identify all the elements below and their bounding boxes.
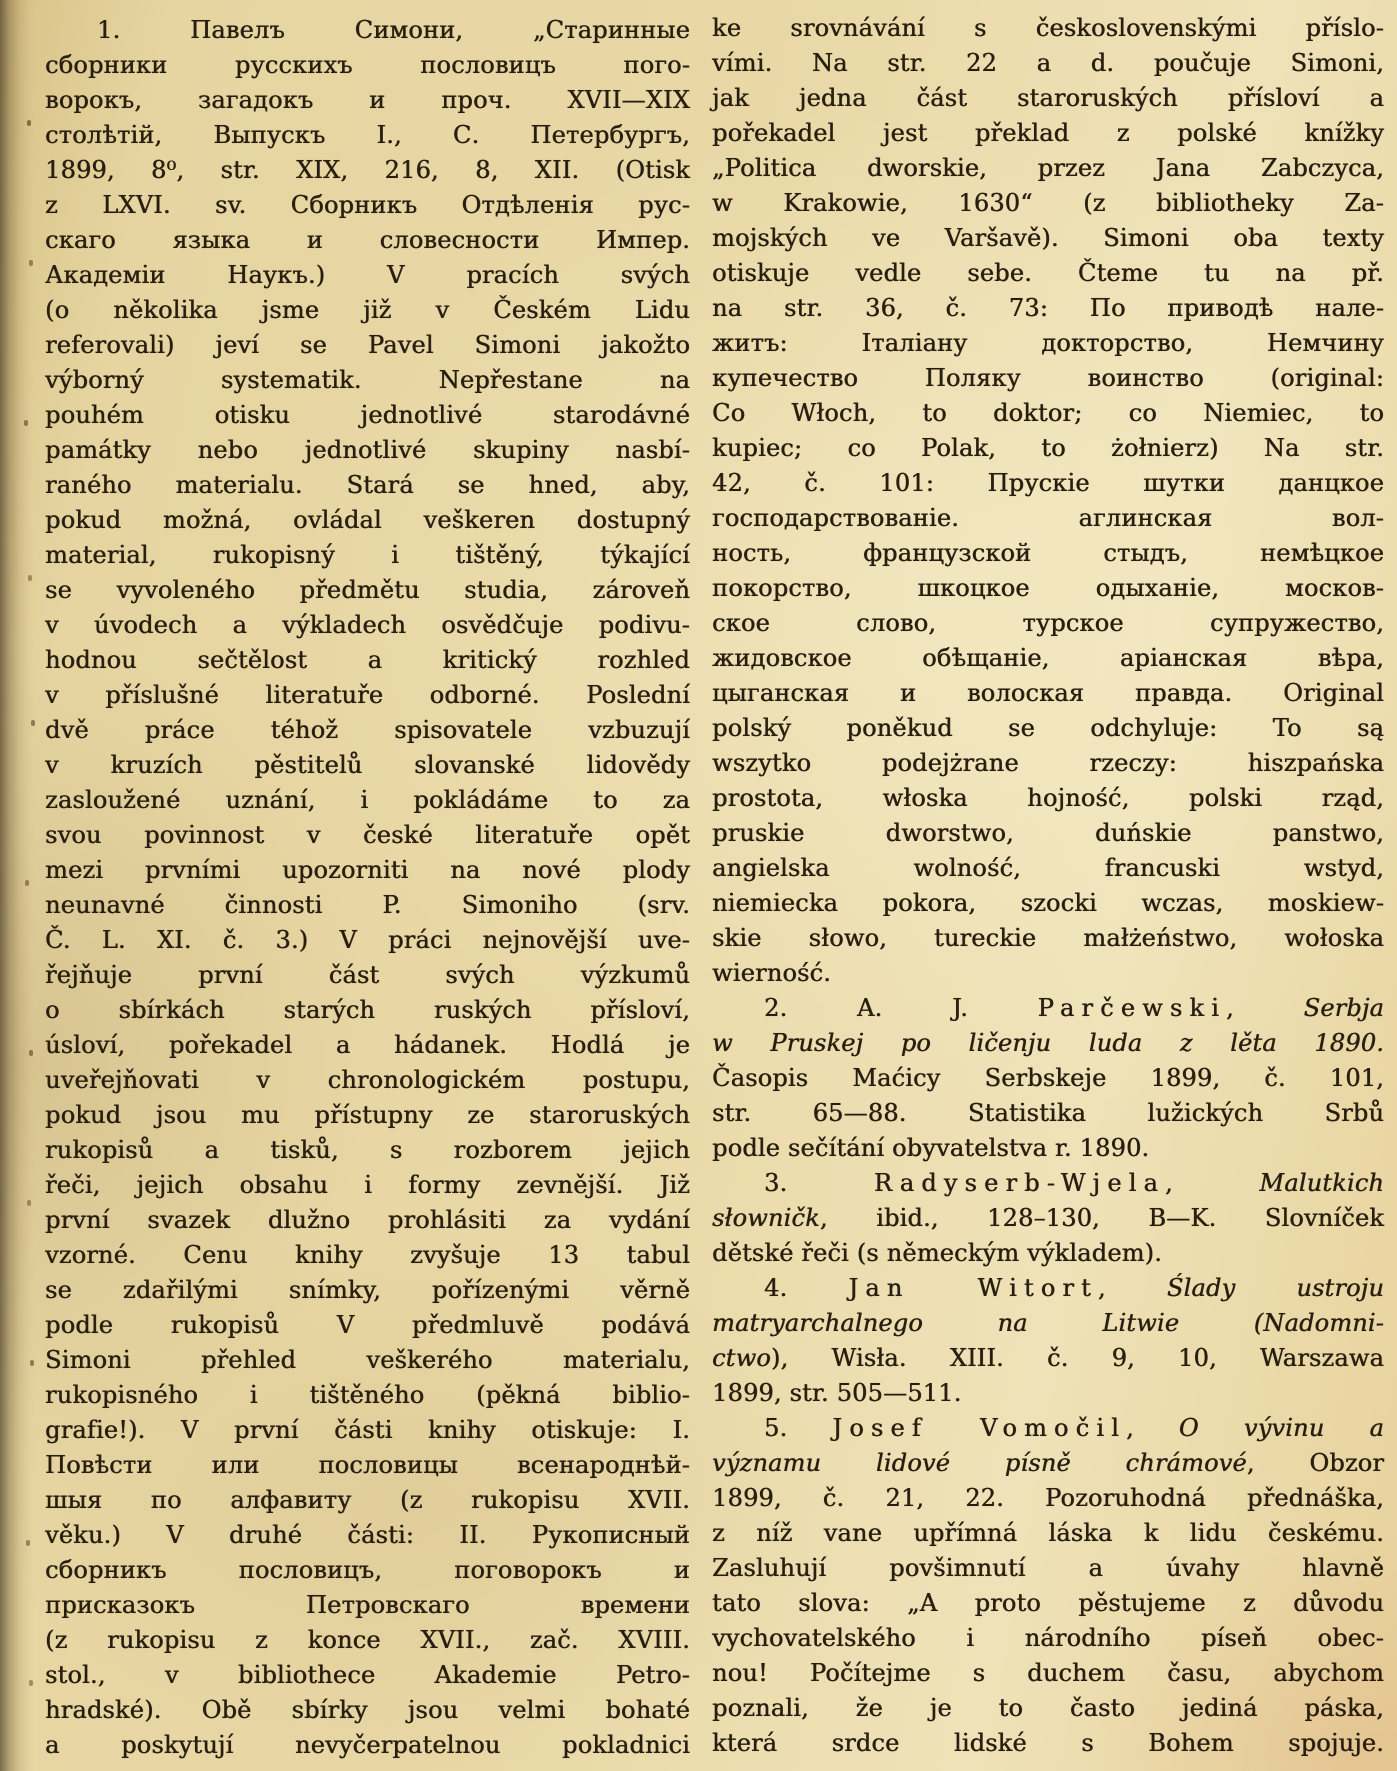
text-line xyxy=(712,396,1384,431)
text-line xyxy=(45,888,690,923)
text-line xyxy=(712,11,1384,46)
text-line xyxy=(45,923,690,958)
text-segment: se zdařilými snímky, pořízenými věrně xyxy=(45,1276,690,1304)
text-line xyxy=(712,151,1384,186)
text-line xyxy=(45,1308,690,1343)
text-line xyxy=(45,1063,690,1098)
text-segment: 2. A. J. xyxy=(764,994,1038,1022)
text-segment: svou povinnost v české literatuře opět xyxy=(45,821,690,849)
text-segment: 42, č. 101: Прускіе шутки данцкое xyxy=(712,469,1384,497)
text-segment: pokud jsou mu přístupny ze staroruských xyxy=(45,1101,690,1129)
text-segment: O vývinu a xyxy=(1178,1414,1384,1442)
text-line xyxy=(712,1166,1384,1201)
text-segment: житъ: Італіану докторство, Немчину xyxy=(712,329,1384,357)
text-segment: na str. 36, č. 73: По приводѣ нале- xyxy=(712,294,1384,322)
text-line xyxy=(712,1236,1384,1271)
text-line xyxy=(45,1133,690,1168)
text-segment: słowničk xyxy=(712,1204,820,1232)
text-line xyxy=(45,573,690,608)
text-line xyxy=(712,1341,1384,1376)
text-line xyxy=(45,503,690,538)
text-line xyxy=(712,256,1384,291)
text-segment: zasloužené uznání, i pokládáme to za xyxy=(45,786,690,814)
text-segment: pruskie dworstwo, duńskie panstwo, xyxy=(712,819,1384,847)
text-segment: Co Włoch, to doktor; co Niemiec, to xyxy=(712,399,1384,427)
text-segment: скаго языка и словесности Импер. xyxy=(45,226,690,254)
text-segment: 3. xyxy=(764,1169,874,1197)
text-segment: hodnou sečtělost a kritický rozhled xyxy=(45,646,690,674)
text-segment: купечество Поляку воинство (original: xyxy=(712,364,1384,392)
text-segment: str. 65—88. Statistika lužických Srbů xyxy=(712,1099,1384,1127)
text-line xyxy=(45,118,690,153)
text-segment: matryarchalnego na Litwie (Nadomni- xyxy=(712,1309,1384,1337)
text-line xyxy=(712,1656,1384,1691)
text-line xyxy=(712,711,1384,746)
text-segment: Повѣсти или пословицы всенароднѣй- xyxy=(45,1451,690,1479)
text-segment: , xyxy=(1165,1169,1260,1197)
text-segment: pouhém otisku jednotlivé starodávné xyxy=(45,401,690,429)
text-line xyxy=(712,571,1384,606)
left-column xyxy=(45,13,690,1763)
text-segment: stol., v bibliothece Akademie Petro- xyxy=(45,1661,690,1689)
text-line xyxy=(712,1726,1384,1761)
text-segment: Zasluhují povšimnutí a úvahy hlavně xyxy=(712,1554,1384,1582)
text-line xyxy=(712,1026,1384,1061)
text-line xyxy=(712,186,1384,221)
text-line xyxy=(45,1273,690,1308)
text-line xyxy=(712,1306,1384,1341)
text-segment: Č. L. XI. č. 3.) V práci nejnovější uve- xyxy=(45,926,690,954)
text-segment: podle rukopisů V předmluvě podává xyxy=(45,1311,690,1339)
text-line xyxy=(712,501,1384,536)
text-line xyxy=(712,991,1384,1026)
text-line xyxy=(45,1658,690,1693)
text-line xyxy=(712,1481,1384,1516)
text-segment: „Politica dworskie, przez Jana Zabczyca, xyxy=(712,154,1384,182)
text-line xyxy=(45,993,690,1028)
text-line xyxy=(712,1551,1384,1586)
text-segment: nou! Počítejme s duchem času, abychom xyxy=(712,1659,1384,1687)
text-segment: 1899, str. 505—511. xyxy=(712,1379,962,1407)
text-line xyxy=(45,1588,690,1623)
text-line xyxy=(45,223,690,258)
text-line xyxy=(45,13,690,48)
text-segment: otiskuje vedle sebe. Čteme tu na př. xyxy=(712,259,1384,287)
text-line xyxy=(712,1271,1384,1306)
text-segment: Parčewski xyxy=(1037,994,1226,1022)
text-line xyxy=(45,678,690,713)
text-line xyxy=(45,1448,690,1483)
text-segment: Simoni přehled veškerého materialu, xyxy=(45,1346,690,1374)
text-segment: podle sečítání obyvatelstva r. 1890. xyxy=(712,1134,1150,1162)
text-segment: uveřejňovati v chronologickém postupu, xyxy=(45,1066,690,1094)
text-line xyxy=(712,956,1384,991)
text-segment: Radyserb-Wjela xyxy=(873,1169,1165,1197)
text-segment: Časopis Maćicy Serbskeje 1899, č. 101, xyxy=(712,1064,1384,1092)
text-line xyxy=(45,1518,690,1553)
scan-noise-specks xyxy=(27,120,31,126)
text-line xyxy=(712,361,1384,396)
text-segment: hradské). Obě sbírky jsou velmi bohaté xyxy=(45,1696,690,1724)
text-segment: жидовское обѣщаніе, аріанская вѣра, xyxy=(712,644,1384,672)
text-segment: věku.) V druhé části: II. Рукописный xyxy=(45,1521,690,1549)
text-segment: ворокъ, загадокъ и проч. XVII—XIX xyxy=(45,86,690,114)
text-line xyxy=(712,886,1384,921)
text-segment: (z rukopisu z konce XVII., zač. XVIII. xyxy=(45,1626,690,1654)
text-line xyxy=(45,783,690,818)
text-line xyxy=(45,748,690,783)
text-line xyxy=(45,1238,690,1273)
text-segment: významu lidové písně chrámové xyxy=(712,1449,1247,1477)
text-line xyxy=(712,676,1384,711)
text-segment: wierność. xyxy=(712,959,831,987)
text-line xyxy=(45,958,690,993)
text-line xyxy=(712,1446,1384,1481)
text-line xyxy=(45,1623,690,1658)
text-segment: , ibid., 128–130, B—K. Slovníček xyxy=(819,1204,1384,1232)
text-segment: Академіи Наукъ.) V pracích svých xyxy=(45,261,690,289)
text-segment: raného materialu. Stará se hned, aby, xyxy=(45,471,690,499)
text-segment: ), Wisła. XIII. č. 9, 10, Warszawa xyxy=(770,1344,1384,1372)
text-line xyxy=(45,853,690,888)
text-line xyxy=(712,221,1384,256)
text-line xyxy=(712,1096,1384,1131)
text-line xyxy=(45,1728,690,1763)
text-segment: vími. Na str. 22 a d. poučuje Simoni, xyxy=(712,49,1384,77)
text-line xyxy=(45,1343,690,1378)
text-segment: vychovatelského i národního píseň obec- xyxy=(712,1624,1384,1652)
text-line xyxy=(712,1411,1384,1446)
text-segment: ность, французской стыдъ, немѣцкое xyxy=(712,539,1384,567)
text-line xyxy=(45,1553,690,1588)
text-line xyxy=(712,1061,1384,1096)
text-segment: kupiec; co Polak, to żołnierz) Na str. xyxy=(712,434,1384,462)
text-line xyxy=(45,468,690,503)
text-line xyxy=(45,153,690,188)
text-segment: výborný systematik. Nepřestane na xyxy=(45,366,690,394)
text-segment: rukopisů a tisků, s rozborem jejich xyxy=(45,1136,690,1164)
text-segment: ke srovnávání s československými příslo- xyxy=(712,14,1384,42)
text-segment: dvě práce téhož spisovatele vzbuzují xyxy=(45,716,690,744)
text-segment: , xyxy=(1097,1274,1167,1302)
text-segment: покорство, шкоцкое одыханіе, москов- xyxy=(712,574,1384,602)
text-segment: a poskytují nevyčerpatelnou pokladnici xyxy=(45,1731,690,1759)
text-segment: vzorné. Cenu knihy zvyšuje 13 tabul xyxy=(45,1241,690,1269)
text-segment: Jan Witort xyxy=(848,1274,1098,1302)
text-segment: v příslušné literatuře odborné. Poslední xyxy=(45,681,690,709)
text-line xyxy=(712,291,1384,326)
text-line xyxy=(712,746,1384,781)
text-segment: prostota, włoska hojność, polski rząd, xyxy=(712,784,1384,812)
text-line xyxy=(712,431,1384,466)
text-line xyxy=(712,1621,1384,1656)
text-line xyxy=(712,1586,1384,1621)
text-segment: řejňuje první část svých výzkumů xyxy=(45,961,690,989)
text-segment: присказокъ Петровскаго времени xyxy=(45,1591,690,1619)
text-segment: rukopisného i tištěného (pěkná biblio- xyxy=(45,1381,690,1409)
text-line xyxy=(712,606,1384,641)
text-segment: 1. Павелъ Симони, „Старинные xyxy=(97,16,690,44)
text-segment: z níž vane upřímná láska k lidu českému. xyxy=(712,1519,1384,1547)
text-segment: , Obzor xyxy=(1246,1449,1384,1477)
text-line xyxy=(712,781,1384,816)
text-segment: referovali) jeví se Pavel Simoni jakožto xyxy=(45,331,690,359)
text-line xyxy=(45,1483,690,1518)
text-line xyxy=(45,538,690,573)
text-segment: , xyxy=(1226,994,1304,1022)
text-line xyxy=(712,816,1384,851)
text-line xyxy=(45,1168,690,1203)
text-segment: jak jedna část staroruských přísloví a xyxy=(712,84,1384,112)
text-line xyxy=(712,81,1384,116)
text-segment: v kruzích pěstitelů slovanské lidovědy xyxy=(45,751,690,779)
text-segment: mojských ve Varšavě). Simoni oba texty xyxy=(712,224,1384,252)
text-segment: neunavné činnosti P. Simoniho (srv. xyxy=(45,891,690,919)
text-segment: se vyvoleného předmětu studia, zároveň xyxy=(45,576,690,604)
text-segment: pořekadel jest překlad z polské knížky xyxy=(712,119,1384,147)
right-column xyxy=(712,11,1384,1761)
text-segment: 4. xyxy=(764,1274,849,1302)
text-segment: господарствованіе. аглинская вол- xyxy=(712,504,1384,532)
text-segment: Ślady ustroju xyxy=(1166,1274,1384,1302)
text-line xyxy=(712,1201,1384,1236)
text-segment: polský poněkud se odchyluje: To są xyxy=(712,714,1384,742)
text-line xyxy=(712,921,1384,956)
text-segment: pokud možná, ovládal veškeren dostupný xyxy=(45,506,690,534)
text-line xyxy=(45,363,690,398)
text-line xyxy=(45,188,690,223)
text-segment: сборники русскихъ пословицъ пого- xyxy=(45,51,690,79)
text-segment: úsloví, pořekadel a hádanek. Hodlá je xyxy=(45,1031,690,1059)
text-line xyxy=(45,818,690,853)
text-segment: řeči, jejich obsahu i formy zevnější. Již xyxy=(45,1171,690,1199)
text-line xyxy=(45,258,690,293)
text-segment: шыя по алфавиту (z rukopisu XVII. xyxy=(45,1486,690,1514)
text-segment: 1899, 8⁰, str. XIX, 216, 8, XII. (Otisk xyxy=(45,156,690,184)
text-line xyxy=(45,1378,690,1413)
text-segment: angielska wolność, francuski wstyd, xyxy=(712,854,1384,882)
text-segment: první svazek dlužno prohlásiti za vydání xyxy=(45,1206,690,1234)
text-line xyxy=(45,293,690,328)
text-line xyxy=(45,1413,690,1448)
text-line xyxy=(712,851,1384,886)
text-segment: grafie!). V první části knihy otiskuje: I. xyxy=(45,1416,690,1444)
text-segment: (o několika jsme již v Českém Lidu xyxy=(45,296,690,324)
text-line xyxy=(712,46,1384,81)
text-segment: 1899, č. 21, 22. Pozoruhodná přednáška, xyxy=(712,1484,1384,1512)
text-line xyxy=(712,1516,1384,1551)
text-line xyxy=(45,608,690,643)
text-segment: цыганская и волоская правда. Original xyxy=(712,679,1384,707)
text-segment: niemiecka pokora, szocki wczas, moskiew- xyxy=(712,889,1384,917)
text-segment: památky nebo jednotlivé skupiny nasbí- xyxy=(45,436,690,464)
text-segment: Serbja xyxy=(1303,994,1384,1022)
text-segment: wszytko podejżrane rzeczy: hiszpańska xyxy=(712,749,1384,777)
text-segment: material, rukopisný i tištěný, týkající xyxy=(45,541,690,569)
text-segment: která srdce lidské s Bohem spojuje. xyxy=(712,1729,1384,1757)
text-line xyxy=(712,466,1384,501)
text-segment: z LXVI. sv. Сборникъ Отдѣленія рус- xyxy=(45,191,690,219)
text-segment: ское слово, турское супружество, xyxy=(712,609,1384,637)
text-line xyxy=(45,713,690,748)
text-line xyxy=(45,1098,690,1133)
text-segment: poznali, že je to často jediná páska, xyxy=(712,1694,1384,1722)
text-segment: , xyxy=(1125,1414,1179,1442)
text-line xyxy=(712,1131,1384,1166)
text-line xyxy=(712,536,1384,571)
text-line xyxy=(45,433,690,468)
text-line xyxy=(45,398,690,433)
text-segment: ctwo xyxy=(712,1344,771,1372)
text-segment: mezi prvními upozorniti na nové plody xyxy=(45,856,690,884)
text-line xyxy=(45,1203,690,1238)
text-segment: столѣтій, Выпускъ I., С. Петербургъ, xyxy=(45,121,690,149)
text-segment: tato slova: „A proto pěstujeme z důvodu xyxy=(712,1589,1384,1617)
text-segment: skie słowo, tureckie małżeństwo, wołoska xyxy=(712,924,1384,952)
text-segment: 5. xyxy=(764,1414,833,1442)
text-line xyxy=(45,83,690,118)
text-line xyxy=(45,1693,690,1728)
text-segment: сборникъ пословицъ, поговорокъ и xyxy=(45,1556,690,1584)
text-line xyxy=(45,1028,690,1063)
text-line xyxy=(45,48,690,83)
text-line xyxy=(712,641,1384,676)
text-line xyxy=(45,643,690,678)
text-line xyxy=(712,1376,1384,1411)
text-segment: Malutkich xyxy=(1259,1169,1384,1197)
scan-edge-shadow xyxy=(0,0,34,1771)
text-segment: w Krakowie, 1630“ (z bibliotheky Za- xyxy=(712,189,1384,217)
text-line xyxy=(712,1691,1384,1726)
text-segment: Josef Vomočil xyxy=(832,1414,1126,1442)
text-segment: w Pruskej po ličenju luda z lěta 1890. xyxy=(712,1029,1384,1057)
text-segment: o sbírkách starých ruských přísloví, xyxy=(45,996,690,1024)
text-line xyxy=(45,328,690,363)
text-segment: dětské řeči (s německým výkladem). xyxy=(712,1239,1162,1267)
text-line xyxy=(712,326,1384,361)
text-segment: v úvodech a výkladech osvědčuje podivu- xyxy=(45,611,690,639)
text-line xyxy=(712,116,1384,151)
